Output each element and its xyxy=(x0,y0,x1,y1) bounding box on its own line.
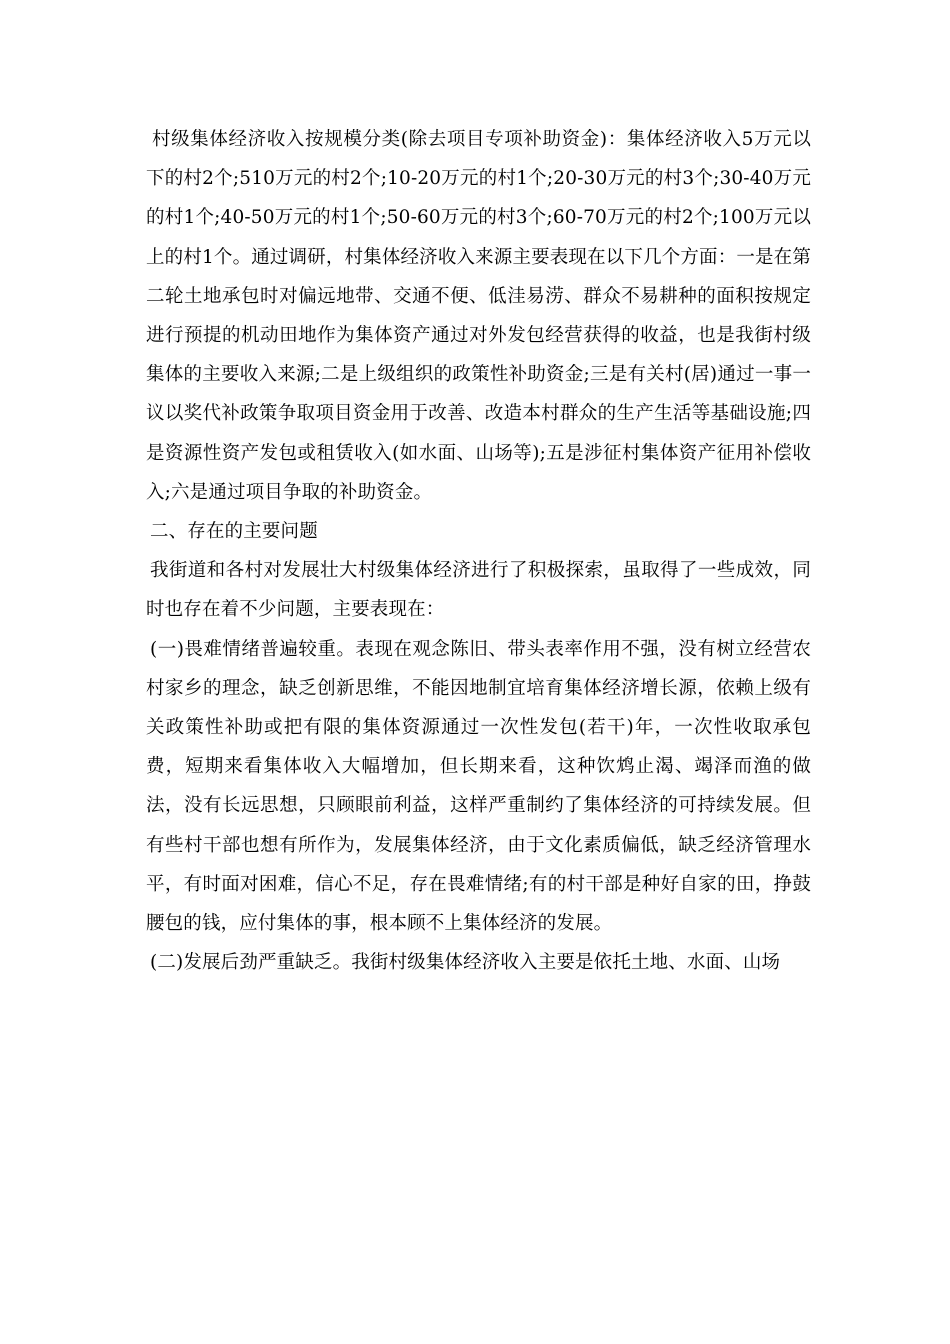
paragraph-problem-2: (二)发展后劲严重缺乏。我街村级集体经济收入主要是依托土地、水面、山场 xyxy=(150,952,781,974)
document-body xyxy=(146,120,811,982)
paragraph-income-classification: 村级集体经济收入按规模分类(除去项目专项补助资金)：集体经济收入5万元以下的村2个;510万元的村2个;10-20万元的村1个;20-30万元的村3个;30-40万元的村1个;40-50万元的村1个;50-60万元的村3个;60-70万元的村2个;100万元以上的村1个。通过调研，村集体经济收入来源主要表现在以下几个方面：一是在第二轮土地承包时对偏远地带、交通不便、低洼易涝、群众不易耕种的面积按规定进行预提的机动田地作为集体资产通过对外发包经营获得的收益，也是我街村级集体的主要收入来源;二是上级组织的政策性补助资金;三是有关村(居)通过一事一议以奖代补政策争取项目资金用于改善、改造本村群众的生产生活等基础设施;四是资源性资产发包或租赁收入(如水面、山场等);五是涉征村集体资产征用补偿收入;六是通过项目争取的补助资金。 xyxy=(146,129,811,503)
paragraph-problems-intro: 我街道和各村对发展壮大村级集体经济进行了积极探索，虽取得了一些成效，同时也存在着不少问题，主要表现在： xyxy=(146,560,811,621)
section-heading-main-problems: 二、存在的主要问题 xyxy=(150,521,318,543)
paragraph-problem-1: (一)畏难情绪普遍较重。表现在观念陈旧、带头表率作用不强，没有树立经营农村家乡的理念，缺乏创新思维，不能因地制宜培育集体经济增长源，依赖上级有关政策性补助或把有限的集体资源通过一次性发包(若干)年，一次性收取承包费，短期来看集体收入大幅增加，但长期来看，这种饮鸩止渴、竭泽而渔的做法，没有长远思想，只顾眼前利益，这样严重制约了集体经济的可持续发展。但有些村干部也想有所作为，发展集体经济，由于文化素质偏低，缺乏经济管理水平，有时面对困难，信心不足，存在畏难情绪;有的村干部是种好自家的田，挣鼓腰包的钱，应付集体的事，根本顾不上集体经济的发展。 xyxy=(146,638,811,935)
